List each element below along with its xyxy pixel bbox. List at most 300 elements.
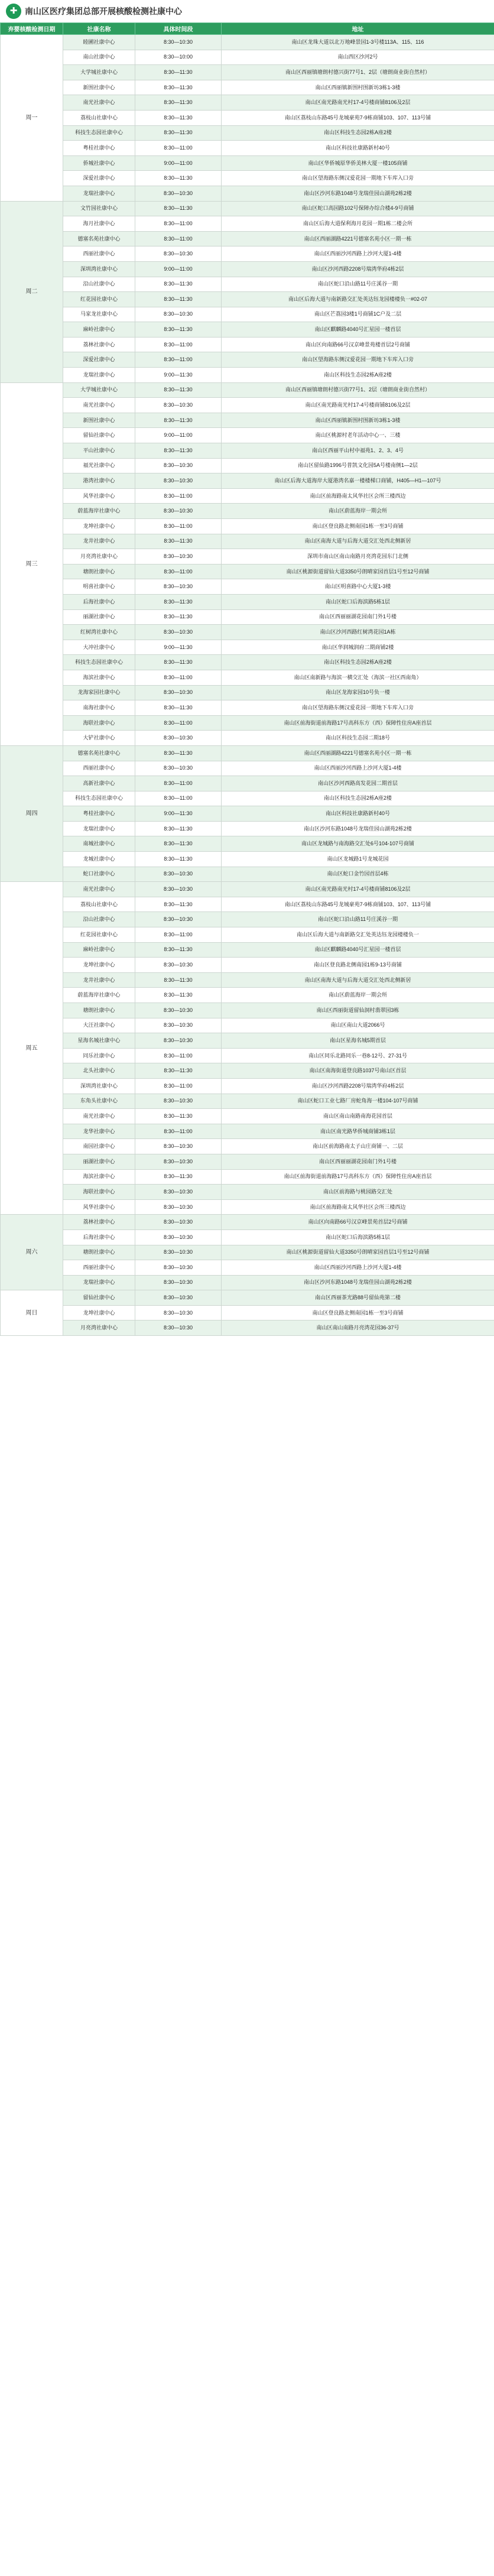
table-row	[1, 155, 494, 171]
table-row	[1, 897, 494, 912]
address-cell: 南山区登良路北侧南园1栋一至3号商铺	[222, 1305, 494, 1321]
address-cell: 南山区南新路与海滨一横交汇处（海滨一社区西南角）	[222, 670, 494, 685]
center-name-cell: 龙井社康中心	[63, 534, 135, 549]
center-name-cell: 海月社康中心	[63, 216, 135, 232]
table-row	[1, 761, 494, 776]
center-name-cell: 蔚蓝海岸社康中心	[63, 504, 135, 519]
address-cell: 南山区登良路北侧南园1栋一至3号商铺	[222, 519, 494, 534]
address-cell: 南山区沙河东路1048号龙瑞佳园山湖苑2栋2楼	[222, 186, 494, 201]
time-cell: 8:30—10:30	[135, 1260, 222, 1276]
center-name-cell: 粤桂社康中心	[63, 141, 135, 156]
table-row	[1, 670, 494, 685]
center-name-cell: 港湾社康中心	[63, 473, 135, 489]
address-cell: 南山区麒麟路4040号汇星园一楼首层	[222, 942, 494, 958]
address-cell: 南山区西丽镇塘朗村德兴街77号1、2层（塘朗商业街自然村）	[222, 65, 494, 80]
time-cell: 8:30—11:00	[135, 1124, 222, 1139]
center-name-cell: 沿山社康中心	[63, 277, 135, 292]
time-cell: 8:30—10:30	[135, 958, 222, 973]
center-name-cell: 龙瑞社康中心	[63, 186, 135, 201]
center-name-cell: 荔林社康中心	[63, 1215, 135, 1230]
table-row	[1, 882, 494, 897]
address-cell: 南山区沙河西路红树湾花园1A栋	[222, 625, 494, 640]
table-row	[1, 927, 494, 943]
table-row	[1, 564, 494, 579]
table-row	[1, 398, 494, 413]
column-header-time: 具体时间段	[135, 23, 222, 35]
address-cell: 南山西区沙河2号	[222, 50, 494, 65]
center-name-cell: 大汪社康中心	[63, 1018, 135, 1033]
center-name-cell: 深爱社康中心	[63, 352, 135, 368]
center-name-cell: 星海名城社康中心	[63, 1033, 135, 1049]
address-cell: 深圳市南山区南山南路月亮湾花园东门北侧	[222, 549, 494, 564]
page-title: 南山区医疗集团总部开展核酸检测社康中心	[25, 7, 182, 16]
day-cell: 周四	[1, 745, 63, 881]
table-row	[1, 625, 494, 640]
center-name-cell: 南海社康中心	[63, 700, 135, 716]
table-row	[1, 1199, 494, 1215]
address-cell: 南山区前海街道前海路17号高科东方（西）保障性住房A座首层	[222, 715, 494, 731]
address-cell: 南山区前海路与桃园路交汇处	[222, 1185, 494, 1200]
address-cell: 南山区沙河西路高发花园二期首层	[222, 776, 494, 791]
table-row	[1, 382, 494, 398]
time-cell: 8:30—11:00	[135, 488, 222, 504]
table-row	[1, 594, 494, 609]
address-cell: 南山区西丽茶光路88号留仙苑第二楼	[222, 1290, 494, 1306]
time-cell: 8:30—10:30	[135, 1199, 222, 1215]
time-cell: 8:30—11:30	[135, 1063, 222, 1079]
time-cell: 8:30—11:30	[135, 65, 222, 80]
address-cell: 南山区后海大道与南新路交汇处英达钰龙园楼楼负一#02-07	[222, 292, 494, 307]
time-cell: 8:30—11:00	[135, 352, 222, 368]
center-name-cell: 南城社康中心	[63, 836, 135, 852]
time-cell: 8:30—11:30	[135, 942, 222, 958]
time-cell: 8:30—11:00	[135, 670, 222, 685]
center-name-cell: 西丽社康中心	[63, 246, 135, 262]
time-cell: 8:30—10:30	[135, 882, 222, 897]
time-cell: 8:30—10:30	[135, 1245, 222, 1260]
time-cell: 8:30—10:30	[135, 912, 222, 927]
address-cell: 南山区科技生态园2栋A座2楼	[222, 655, 494, 670]
center-name-cell: 粤桂社康中心	[63, 806, 135, 822]
table-row	[1, 246, 494, 262]
address-cell: 南山区蔚蓝海岸一期会所	[222, 504, 494, 519]
address-cell: 南山区后海大道保利海月花园一期1栋二楼会所	[222, 216, 494, 232]
table-row	[1, 201, 494, 216]
address-cell: 南山区南光路南光村17-4号楼商铺8106及2层	[222, 398, 494, 413]
center-name-cell: 塘朗社康中心	[63, 564, 135, 579]
address-cell: 南山区麒麟路4040号汇星园一楼首层	[222, 322, 494, 338]
center-name-cell: 龙华社康中心	[63, 1124, 135, 1139]
table-row	[1, 322, 494, 338]
table-row	[1, 488, 494, 504]
address-cell: 南山区南山大道2066号	[222, 1018, 494, 1033]
center-name-cell: 荔林社康中心	[63, 337, 135, 352]
time-cell: 8:30—11:30	[135, 852, 222, 867]
center-name-cell: 留仙社康中心	[63, 428, 135, 443]
address-cell: 南山区桃源街道留仙大道3350号朗晴家园首层1号至12号商铺	[222, 564, 494, 579]
time-cell: 8:30—11:00	[135, 141, 222, 156]
address-cell: 南山区西丽沙河西路上沙河大厦1-4楼	[222, 761, 494, 776]
center-name-cell: 龙坤社康中心	[63, 519, 135, 534]
table-row	[1, 110, 494, 125]
time-cell: 8:30—10:30	[135, 398, 222, 413]
address-cell: 南山区南光路华侨城商铺3栋1层	[222, 1124, 494, 1139]
center-name-cell: 南光社康中心	[63, 398, 135, 413]
table-row	[1, 912, 494, 927]
center-name-cell: 睦圃社康中心	[63, 35, 135, 50]
address-cell: 南山区蛇口高园路102号保障办综合楼4-9号商铺	[222, 201, 494, 216]
address-cell: 南山区华润城润府二期商铺2楼	[222, 640, 494, 655]
table-row	[1, 292, 494, 307]
center-name-cell: 龙井社康中心	[63, 972, 135, 988]
center-name-cell: 科技生态园社康中心	[63, 125, 135, 141]
time-cell: 8:30—11:30	[135, 836, 222, 852]
table-row	[1, 504, 494, 519]
time-cell: 8:30—11:30	[135, 1109, 222, 1124]
table-row	[1, 352, 494, 368]
table-row	[1, 1321, 494, 1336]
table-row	[1, 1094, 494, 1109]
address-cell: 南山区桃源街道留仙大道3350号朗晴家园首层1号至12号商铺	[222, 1245, 494, 1260]
center-name-cell: 平山社康中心	[63, 443, 135, 459]
time-cell: 8:30—11:00	[135, 715, 222, 731]
center-name-cell: 海滨社康中心	[63, 670, 135, 685]
table-row	[1, 1154, 494, 1169]
table-row	[1, 277, 494, 292]
day-cell: 周三	[1, 382, 63, 745]
column-header-date: 弃婴核酸检测日期	[1, 23, 63, 35]
address-cell: 南山区南山南路月亮湾花园36-37号	[222, 1321, 494, 1336]
time-cell: 8:30—11:30	[135, 609, 222, 625]
table-row	[1, 458, 494, 473]
time-cell: 8:30—10:30	[135, 1018, 222, 1033]
center-name-cell: 马家龙社康中心	[63, 307, 135, 322]
center-name-cell: 月亮湾社康中心	[63, 1321, 135, 1336]
address-cell: 南山区龙城路1号龙城花园	[222, 852, 494, 867]
time-cell: 8:30—10:30	[135, 1094, 222, 1109]
address-cell: 南山区蛇口工业七路厂房蛇角海一楼104-107号商铺	[222, 1094, 494, 1109]
table-row	[1, 609, 494, 625]
time-cell: 8:30—10:30	[135, 731, 222, 746]
table-row	[1, 655, 494, 670]
center-name-cell: 高新社康中心	[63, 776, 135, 791]
table-row	[1, 867, 494, 882]
time-cell: 8:30—11:00	[135, 564, 222, 579]
day-cell: 周日	[1, 1290, 63, 1336]
time-cell: 8:30—11:30	[135, 277, 222, 292]
table-row	[1, 261, 494, 277]
table-row	[1, 806, 494, 822]
column-header-center: 社康名称	[63, 23, 135, 35]
time-cell: 8:30—11:30	[135, 594, 222, 609]
address-cell: 南山区沙河西路2208号瑞湾华府4栋2层	[222, 261, 494, 277]
time-cell: 8:30—10:30	[135, 186, 222, 201]
time-cell: 8:30—10:30	[135, 1229, 222, 1245]
time-cell: 8:30—11:30	[135, 80, 222, 95]
center-name-cell: 福光社康中心	[63, 458, 135, 473]
address-cell: 南山区南海大道与后海大道交汇处西北侧新居	[222, 534, 494, 549]
center-name-cell: 海联社康中心	[63, 715, 135, 731]
table-row	[1, 1033, 494, 1049]
table-row	[1, 1185, 494, 1200]
address-cell: 南山区蛇口后海滨路5栋1层	[222, 594, 494, 609]
table-row	[1, 852, 494, 867]
schedule-body	[1, 35, 494, 1336]
address-cell: 南山区西丽湖路4221号德塞名苑小区一期一栋	[222, 231, 494, 246]
table-row	[1, 821, 494, 836]
day-cell: 周一	[1, 35, 63, 202]
time-cell: 8:30—11:30	[135, 745, 222, 761]
address-cell: 南山区西丽平山村中福苑1、2、3、4号	[222, 443, 494, 459]
time-cell: 8:30—10:30	[135, 1305, 222, 1321]
center-name-cell: 塘朗社康中心	[63, 1245, 135, 1260]
time-cell: 9:00—11:30	[135, 640, 222, 655]
center-name-cell: 龙瑞社康中心	[63, 821, 135, 836]
address-cell: 南山区蛇口沿山路11号庄溪谷一期	[222, 912, 494, 927]
address-cell: 南山区桃源村老年活动中心一、三楼	[222, 428, 494, 443]
center-name-cell: 北头社康中心	[63, 1063, 135, 1079]
time-cell: 8:30—11:00	[135, 337, 222, 352]
table-row	[1, 1139, 494, 1154]
day-cell: 周二	[1, 201, 63, 382]
address-cell: 南山区龙海家园10号负一楼	[222, 685, 494, 700]
table-row	[1, 731, 494, 746]
table-row	[1, 231, 494, 246]
address-cell: 南山区望海路东侧汉爱花园一期地下车库入口旁	[222, 171, 494, 186]
table-row	[1, 579, 494, 595]
table-row	[1, 1124, 494, 1139]
table-row	[1, 1245, 494, 1260]
time-cell: 8:30—11:30	[135, 655, 222, 670]
address-cell: 南山区南山南路南海花园首层	[222, 1109, 494, 1124]
time-cell: 8:30—11:30	[135, 413, 222, 428]
time-cell: 8:30—10:30	[135, 549, 222, 564]
address-cell: 南山区沙河东路1048号龙瑞佳园山湖苑2栋2楼	[222, 1275, 494, 1290]
schedule-table	[0, 22, 494, 1336]
center-name-cell: 大学城社康中心	[63, 65, 135, 80]
center-name-cell: 南光社康中心	[63, 95, 135, 111]
center-name-cell: 月亮湾社康中心	[63, 549, 135, 564]
day-cell: 周五	[1, 882, 63, 1215]
table-row	[1, 700, 494, 716]
address-cell: 南山区明喜路中心大厦1-3楼	[222, 579, 494, 595]
center-name-cell: 风华社康中心	[63, 488, 135, 504]
address-cell: 南山区同乐北路同乐一巷8-12号、27-31号	[222, 1048, 494, 1063]
table-row	[1, 685, 494, 700]
table-row	[1, 791, 494, 806]
time-cell: 8:30—11:30	[135, 443, 222, 459]
table-row	[1, 715, 494, 731]
time-cell: 8:30—11:00	[135, 1048, 222, 1063]
address-cell: 南山区华侨城原华侨美林大厦一楼105商铺	[222, 155, 494, 171]
time-cell: 8:30—11:30	[135, 201, 222, 216]
time-cell: 8:30—11:30	[135, 95, 222, 111]
center-name-cell: 龙坤社康中心	[63, 1305, 135, 1321]
address-cell: 南山区西丽丽湖花园南门外1号楼	[222, 609, 494, 625]
time-cell: 8:30—11:00	[135, 927, 222, 943]
table-row	[1, 1048, 494, 1063]
center-name-cell: 龙城社康中心	[63, 852, 135, 867]
time-cell: 8:30—10:30	[135, 1290, 222, 1306]
time-cell: 8:30—10:30	[135, 1139, 222, 1154]
address-cell: 南山区南光路南光村17-4号楼商铺8106及2层	[222, 882, 494, 897]
time-cell: 8:30—11:30	[135, 125, 222, 141]
center-name-cell: 龙瑞社康中心	[63, 1275, 135, 1290]
time-cell: 8:30—10:30	[135, 867, 222, 882]
center-name-cell: 后海社康中心	[63, 1229, 135, 1245]
center-name-cell: 东角头社康中心	[63, 1094, 135, 1109]
center-name-cell: 龙坤社康中心	[63, 958, 135, 973]
time-cell: 8:30—11:30	[135, 110, 222, 125]
table-row	[1, 972, 494, 988]
time-cell: 9:00—11:00	[135, 261, 222, 277]
table-row	[1, 1290, 494, 1306]
table-row	[1, 1305, 494, 1321]
table-row	[1, 443, 494, 459]
center-name-cell: 德塞名苑社康中心	[63, 231, 135, 246]
table-row	[1, 186, 494, 201]
table-row	[1, 125, 494, 141]
day-cell: 周六	[1, 1215, 63, 1290]
address-cell: 南山区南海街道登良路1037号南山区首层	[222, 1063, 494, 1079]
table-row	[1, 1003, 494, 1018]
center-name-cell: 南光社康中心	[63, 882, 135, 897]
address-cell: 南山区荔枝山东路45号龙城豪苑7-9栋商铺103、107、113号铺	[222, 110, 494, 125]
table-row	[1, 1215, 494, 1230]
center-name-cell: 同乐社康中心	[63, 1048, 135, 1063]
address-cell: 南山区蛇口后海滨路5栋1层	[222, 1229, 494, 1245]
time-cell: 8:30—10:30	[135, 1033, 222, 1049]
address-cell: 南山区荔枝山东路45号龙城豪苑7-9栋商铺103、107、113号铺	[222, 897, 494, 912]
table-row	[1, 95, 494, 111]
table-row	[1, 35, 494, 50]
time-cell: 8:30—10:00	[135, 50, 222, 65]
address-cell: 南山区望海路东侧汉爱花园一期地下车库入口旁	[222, 352, 494, 368]
time-cell: 9:00—11:30	[135, 806, 222, 822]
center-name-cell: 红花园社康中心	[63, 292, 135, 307]
center-name-cell: 德塞名苑社康中心	[63, 745, 135, 761]
address-cell: 南山区芒荔园3楼1号商铺1C户及二层	[222, 307, 494, 322]
time-cell: 8:30—10:30	[135, 504, 222, 519]
address-cell: 南山区西丽沙河西路上沙河大厦1-4楼	[222, 1260, 494, 1276]
time-cell: 9:00—11:30	[135, 368, 222, 383]
center-name-cell: 沿山社康中心	[63, 912, 135, 927]
time-cell: 8:30—10:30	[135, 1003, 222, 1018]
center-name-cell: 龙瑞社康中心	[63, 368, 135, 383]
address-cell: 南山区科技生态园二期18号	[222, 731, 494, 746]
address-cell: 南山区科技生态园2栋A座2楼	[222, 125, 494, 141]
time-cell: 8:30—11:30	[135, 534, 222, 549]
time-cell: 8:30—11:30	[135, 382, 222, 398]
center-name-cell: 塘朗社康中心	[63, 1003, 135, 1018]
center-name-cell: 南园社康中心	[63, 1139, 135, 1154]
time-cell: 8:30—11:30	[135, 972, 222, 988]
table-row	[1, 50, 494, 65]
time-cell: 9:00—11:00	[135, 428, 222, 443]
time-cell: 8:30—11:30	[135, 821, 222, 836]
table-header-row	[1, 23, 494, 35]
time-cell: 8:30—11:00	[135, 519, 222, 534]
address-cell: 南山区向南路66号汉京峰景苑楼首层2号商铺	[222, 337, 494, 352]
time-cell: 8:30—10:30	[135, 246, 222, 262]
address-cell: 南山区科技社康路新村40号	[222, 806, 494, 822]
table-row	[1, 1169, 494, 1185]
address-cell: 南山区登良路北侧南园1栋9-13号商铺	[222, 958, 494, 973]
center-name-cell: 麻岭社康中心	[63, 322, 135, 338]
time-cell: 8:30—11:30	[135, 171, 222, 186]
table-row	[1, 65, 494, 80]
center-name-cell: 海滨社康中心	[63, 1169, 135, 1185]
table-row	[1, 549, 494, 564]
time-cell: 8:30—10:30	[135, 1185, 222, 1200]
address-cell: 南山区前海街道前海路17号高科东方（西）保障性住房A座首层	[222, 1169, 494, 1185]
time-cell: 8:30—10:30	[135, 685, 222, 700]
center-name-cell: 大学城社康中心	[63, 382, 135, 398]
address-cell: 南山区科技社康路新村40号	[222, 141, 494, 156]
address-cell: 南山区蛇口金竹园首层4栋	[222, 867, 494, 882]
table-row	[1, 942, 494, 958]
time-cell: 9:00—11:00	[135, 155, 222, 171]
center-name-cell: 明喜社康中心	[63, 579, 135, 595]
table-row	[1, 745, 494, 761]
table-row	[1, 534, 494, 549]
center-name-cell: 留仙社康中心	[63, 1290, 135, 1306]
center-name-cell: 蛇口社康中心	[63, 867, 135, 882]
table-row	[1, 519, 494, 534]
table-row	[1, 1260, 494, 1276]
center-name-cell: 荔枝山社康中心	[63, 110, 135, 125]
address-cell: 南山区蔚蓝海岸一期会所	[222, 988, 494, 1003]
address-cell: 南山区科技生态园2栋A座2楼	[222, 368, 494, 383]
center-name-cell: 西丽社康中心	[63, 1260, 135, 1276]
time-cell: 8:30—10:30	[135, 579, 222, 595]
center-name-cell: 深爱社康中心	[63, 171, 135, 186]
address-cell: 南山区向南路66号汉京峰景苑首层2号商铺	[222, 1215, 494, 1230]
address-cell: 南山区龙珠大道以北万地峰景园1-3号楼113A、115、116	[222, 35, 494, 50]
time-cell: 8:30—10:30	[135, 1154, 222, 1169]
center-name-cell: 丽湖社康中心	[63, 1154, 135, 1169]
center-name-cell: 蔚蓝海岸社康中心	[63, 988, 135, 1003]
address-cell: 南山区蛇口沿山路11号庄溪谷一期	[222, 277, 494, 292]
center-name-cell: 科技生态园社康中心	[63, 655, 135, 670]
table-row	[1, 1275, 494, 1290]
address-cell: 南山区西丽镇新围村围新坊3栋1-3楼	[222, 80, 494, 95]
address-cell: 南山区西丽镇新围村围新坊3栋1-3楼	[222, 413, 494, 428]
center-name-cell: 荔枝山社康中心	[63, 897, 135, 912]
time-cell: 8:30—10:30	[135, 307, 222, 322]
center-name-cell: 深圳湾社康中心	[63, 1078, 135, 1094]
center-name-cell: 后海社康中心	[63, 594, 135, 609]
address-cell: 南山区后海大道海岸大厦港湾名嘉一楼楼梯口商铺，H405—H1—107号	[222, 473, 494, 489]
column-header-address: 地址	[222, 23, 494, 35]
time-cell: 8:30—11:30	[135, 292, 222, 307]
table-row	[1, 413, 494, 428]
center-name-cell: 西丽社康中心	[63, 761, 135, 776]
time-cell: 8:30—11:30	[135, 322, 222, 338]
table-row	[1, 836, 494, 852]
center-name-cell: 龙海家园社康中心	[63, 685, 135, 700]
address-cell: 南山区西丽镇塘朗村德兴街77号1、2层（塘朗商业街自然村）	[222, 382, 494, 398]
table-row	[1, 171, 494, 186]
address-cell: 南山区留仙路1996号普凯文化园5A号楼南侧1—2层	[222, 458, 494, 473]
center-name-cell: 大铲社康中心	[63, 731, 135, 746]
address-cell: 南山区后海大道与南新路交汇处英达钰龙园楼楼负一	[222, 927, 494, 943]
time-cell: 8:30—10:30	[135, 458, 222, 473]
time-cell: 8:30—11:00	[135, 216, 222, 232]
center-name-cell: 红花园社康中心	[63, 927, 135, 943]
table-row	[1, 473, 494, 489]
table-row	[1, 988, 494, 1003]
